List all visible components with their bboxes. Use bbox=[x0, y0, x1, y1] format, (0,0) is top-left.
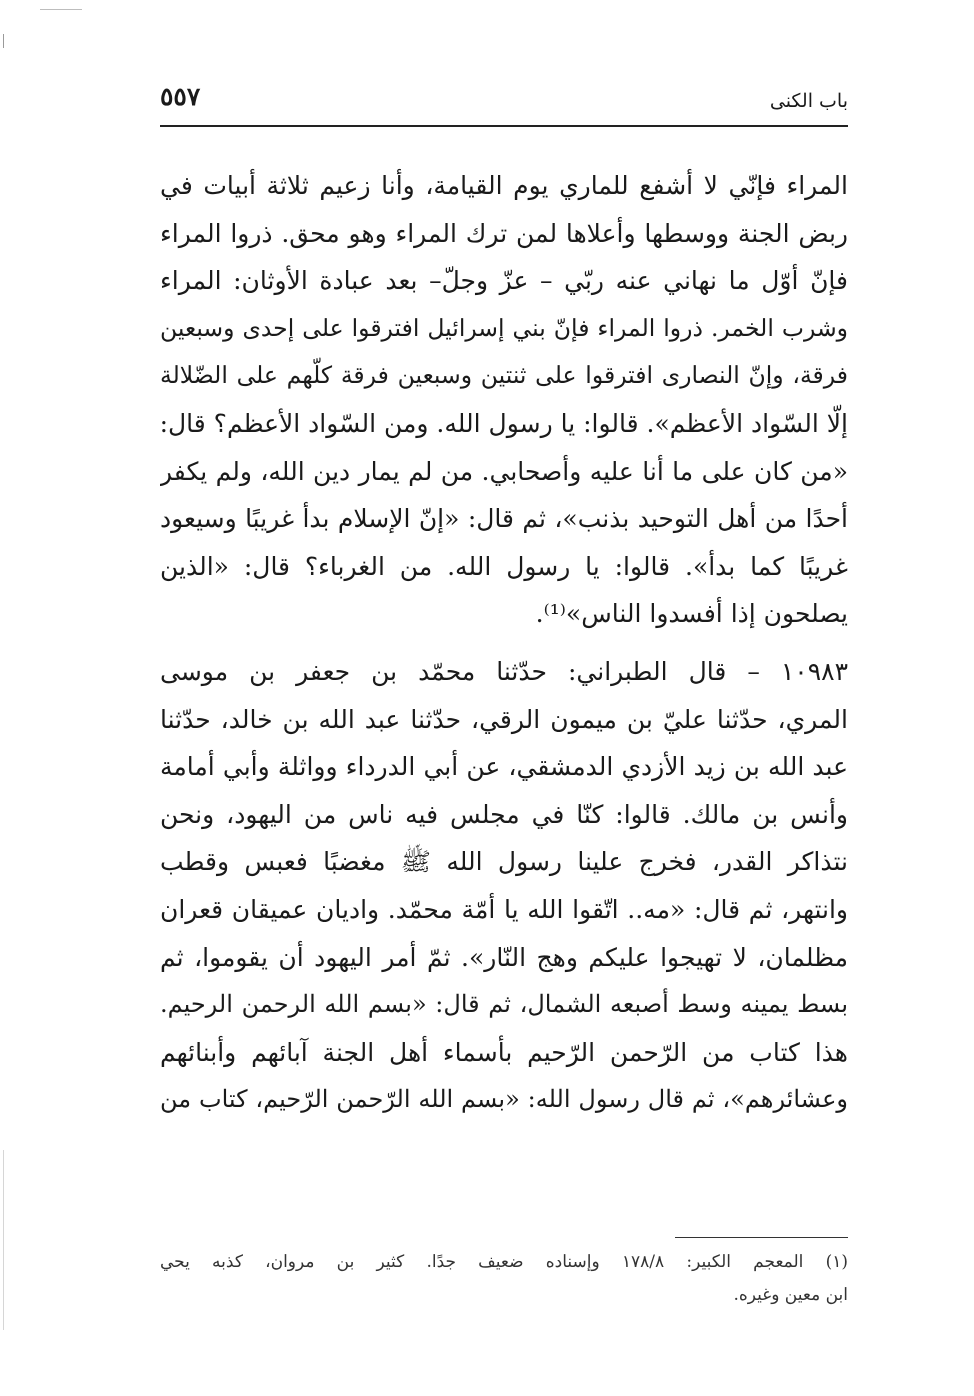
text-line: إلّا السّواد الأعظم». قالوا: يا رسول الله. ومن السّواد الأعظم؟ قال: bbox=[160, 408, 848, 438]
chapter-title: باب الكنى bbox=[769, 90, 848, 112]
text-line: وانتهر، ثم قال: «مه.. اتّقوا الله يا أمّة محمّد. واديان عميقان قعران bbox=[160, 894, 848, 924]
scan-edge-mark bbox=[40, 9, 82, 10]
text-line: نتذاكر القدر، فخرج علينا رسول الله ﷺ مغضبًا فعبس وقطب bbox=[160, 847, 848, 877]
text-line: بسط يمينه وسط أصبعه الشمال، ثم قال: «بسم الله الرحمن الرحيم. bbox=[160, 990, 848, 1019]
text-line: المراء فإنّي لا أشفع للماري يوم القيامة، وأنا زعيم ثلاثة أبيات في bbox=[160, 171, 848, 200]
scan-edge-mark bbox=[3, 1150, 4, 1330]
header-rule bbox=[160, 125, 848, 127]
footnotes bbox=[160, 1246, 848, 1312]
scan-edge-mark bbox=[3, 34, 4, 48]
text-line: غريبًا كما بدأ». قالوا: يا رسول الله. من الغرباء؟ قال: «الذين bbox=[160, 551, 848, 581]
text-line: وشرب الخمر. ذروا المراء فإنّ بني إسرائيل افترقوا على إحدى وسبعين bbox=[160, 313, 848, 342]
text-line: فإنّ أوّل ما نهاني عنه ربّي – عزّ وجلّ– بعد عبادة الأوثان: المراء bbox=[160, 266, 848, 296]
text-line: عبد الله بن زيد الأزدي الدمشقي، عن أبي الدرداء وواثلة وأبي أمامة bbox=[160, 752, 848, 782]
running-header bbox=[160, 76, 848, 126]
text-line: مظلمان، لا تهيجوا عليكم وهج النّار». ثمّ أمر اليهود أن يقوموا، ثم bbox=[160, 942, 848, 972]
footnote-line: ابن معين وغيره. bbox=[733, 1285, 848, 1305]
text-line: وعشائرهم»، ثم قال رسول الله: «بسم الله الرّحمن الرّحيم، كتاب من bbox=[160, 1085, 848, 1114]
text-line: «من كان على ما أنا عليه وأصحابي. من لم يمار دين الله، ولم يكفر bbox=[160, 456, 848, 486]
text-line: يصلحون إذا أفسدوا الناس»⁽¹⁾. bbox=[535, 599, 848, 629]
page-number: ٥٥٧ bbox=[160, 82, 201, 111]
main-text bbox=[160, 162, 848, 1124]
paragraph-gap bbox=[160, 638, 848, 648]
text-line: ١٠٩٨٣ – قال الطبراني: حدّثنا محمّد بن جعفر بن موسى bbox=[160, 656, 848, 686]
footnote-line: (١) المعجم الكبير: ١٧٨/٨ وإسناده ضعيف جدًا. كثير بن مروان، كذبه يحي bbox=[160, 1252, 848, 1272]
text-line: أحدًا من أهل التوحيد بذنب»، ثم قال: «إنّ الإسلام بدأ غريبًا وسيعود bbox=[160, 504, 848, 534]
text-line: وأنس بن مالك. قالوا: كنّا في مجلس فيه ناس من اليهود، ونحن bbox=[160, 799, 848, 829]
text-line: فرقة، وإنّ النصارى افترقوا على ثنتين وسبعين فرقة كلّهم على الضّلالة bbox=[160, 361, 848, 390]
text-line: ربض الجنة ووسطها وأعلاها لمن ترك المراء وهو محق. ذروا المراء bbox=[160, 218, 848, 248]
text-line: المري، حدّثنا عليّ بن ميمون الرقي، حدّثنا عبد الله بن خالد، حدّثنا bbox=[160, 704, 848, 734]
footnote-rule bbox=[675, 1237, 848, 1238]
text-line: هذا كتاب من الرّحمن الرّحيم بأسماء أهل الجنة آبائهم وأبنائهم bbox=[160, 1037, 848, 1067]
